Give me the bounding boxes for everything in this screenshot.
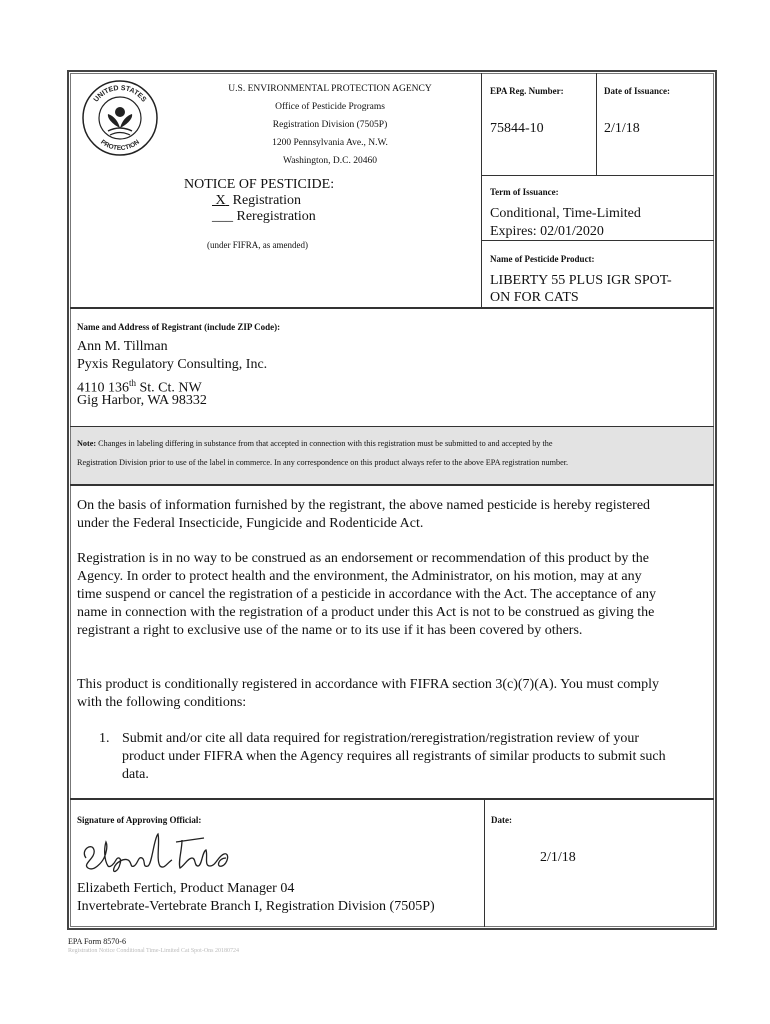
term-line-1: Conditional, Time-Limited	[490, 206, 641, 221]
reregistration-label: Reregistration	[236, 209, 316, 224]
registrant-label: Name and Address of Registrant (include ZIP Code):	[77, 322, 281, 332]
issuance-date-label: Date of Issuance:	[604, 86, 670, 96]
hline-body	[70, 484, 714, 486]
seal-sun-icon	[115, 107, 125, 117]
term-label: Term of Issuance:	[490, 187, 559, 197]
official-name-title: Elizabeth Fertich, Product Manager 04	[77, 881, 295, 896]
agency-name: U.S. ENVIRONMENTAL PROTECTION AGENCY	[228, 84, 432, 94]
form-number: EPA Form 8570-6	[68, 937, 126, 946]
agency-address-block	[170, 80, 490, 170]
seal-bottom-text: PROTECTION	[99, 138, 141, 153]
signature-label: Signature of Approving Official:	[77, 815, 202, 825]
paragraph-registration-basis: On the basis of information furnished by the registrant, the above named pesticide is hereby registered under the Federal Insecticide, Fungicide and Rodenticide Act.	[77, 498, 651, 531]
fifra-note: (under FIFRA, as amended)	[207, 240, 308, 250]
paragraph-endorsement: Registration is in no way to be construed as an endorsement or recommendation of this product by the Agency. In order to protect health and the environment, the Administrator, on his motion, may at any time suspend or cancel the registration of a pesticide in accordance with the Act. The acceptance of any name in connection with the registration of a product under this Act is not to be construed as giving the registrant a right to exclusive use of the name or to its use if it has been covered by others.	[77, 551, 656, 638]
agency-street: 1200 Pennsylvania Ave., N.W.	[272, 138, 388, 148]
street-rest: St. Ct. NW	[136, 380, 202, 396]
registrant-company: Pyxis Regulatory Consulting, Inc.	[77, 357, 268, 372]
agency-city: Washington, D.C. 20460	[283, 156, 377, 166]
epa-seal-logo	[80, 78, 160, 158]
hline-term	[481, 175, 714, 176]
handwritten-signature	[78, 828, 238, 876]
date-value: 2/1/18	[540, 850, 576, 865]
reregistration-mark: ___	[212, 209, 233, 224]
notice-title: NOTICE OF PESTICIDE:	[184, 177, 335, 192]
reg-number-label: EPA Reg. Number:	[490, 86, 564, 96]
agency-office: Office of Pesticide Programs	[275, 102, 385, 112]
term-line-2: Expires: 02/01/2020	[490, 224, 604, 239]
hline-signature	[70, 798, 714, 800]
registration-mark: X	[215, 193, 226, 208]
template-note: Registration Notice Conditional Time-Limited Cat Spot-Ons 20180724	[68, 948, 239, 954]
registrant-name: Ann M. Tillman	[77, 339, 168, 354]
issuance-date-value: 2/1/18	[604, 121, 640, 136]
product-name-line-1: LIBERTY 55 PLUS IGR SPOT-	[490, 273, 672, 288]
reregistration-option	[212, 208, 316, 226]
header-date-divider	[596, 73, 597, 175]
registrant-city: Gig Harbor, WA 98332	[77, 393, 207, 408]
date-label: Date:	[491, 815, 512, 825]
paragraph-conditional: This product is conditionally registered in accordance with FIFRA section 3(c)(7)(A). You must comply with the following conditions:	[77, 677, 660, 710]
product-name-line-2: ON FOR CATS	[490, 290, 579, 305]
hline-registrant	[70, 307, 714, 309]
reg-number-value: 75844-10	[490, 121, 544, 136]
official-division: Invertebrate-Vertebrate Branch I, Registration Division (7505P)	[77, 899, 435, 914]
street-number: 4110 136	[77, 380, 129, 396]
note-label: Note:	[77, 439, 97, 448]
note-line-1: Note: Changes in labeling differing in substance from that accepted in connection with this registration must be submitted to and accepted by the	[77, 439, 553, 448]
signature-divider	[484, 800, 485, 927]
note-line-2: Registration Division prior to use of the label in commerce. In any correspondence on this product always refer to the above EPA registration number.	[77, 458, 569, 467]
condition-item-text: Submit and/or cite all data required for registration/reregistration/registration review of your product under FIFRA when the Agency requires all registrants of similar products to submit such data.	[122, 731, 666, 782]
condition-item-number: 1.	[99, 731, 110, 746]
product-label: Name of Pesticide Product:	[490, 254, 595, 264]
street-suffix: th	[128, 378, 136, 388]
registration-label: Registration	[232, 193, 302, 208]
seal-top-text: UNITED STATES	[92, 84, 148, 104]
agency-division: Registration Division (7505P)	[272, 120, 388, 130]
